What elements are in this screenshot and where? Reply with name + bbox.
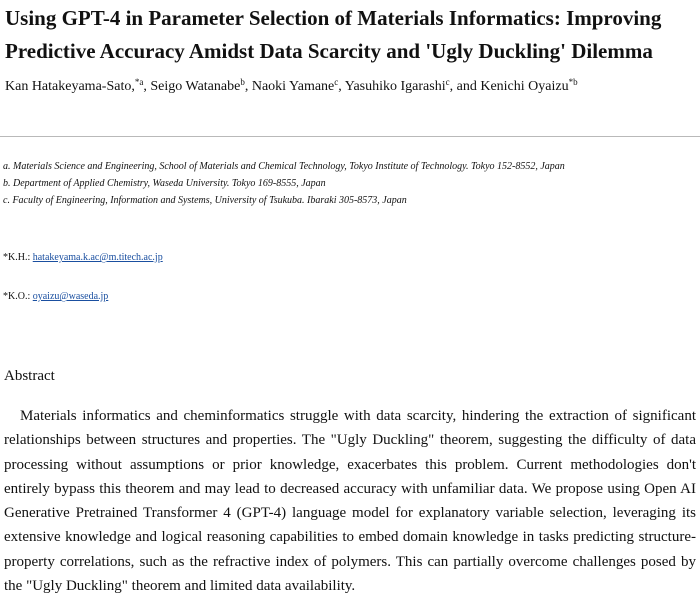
author-list xyxy=(5,78,695,96)
contact-label: *K.O.: xyxy=(3,291,33,302)
author-affiliation-mark: c xyxy=(334,77,339,87)
author-separator: , xyxy=(338,79,345,94)
author-affiliation-mark: *a xyxy=(134,77,144,87)
contact-kh xyxy=(3,251,163,264)
contact-ko xyxy=(3,290,108,303)
author-affiliation-mark: b xyxy=(240,77,245,87)
author-separator: , xyxy=(244,79,252,94)
author-name: Seigo Watanabe xyxy=(150,79,241,94)
author-affiliation-mark: c xyxy=(445,77,450,87)
author-separator: , xyxy=(143,79,151,94)
abstract-text: Materials informatics and cheminformatics struggle with data scarcity, hindering the extraction of significant relationships between structures and properties. The "Ugly Duckling" theorem, suggesting the difficulty of data processing without assumptions or prior knowledge, exacerbates this problem. Current methodologies don't entirely bypass this theorem and may lead to decreased accuracy with unfamiliar data. We propose using Open AI Generative Pretrained Transformer 4 (GPT-4) language model for explanatory variable selection, leveraging its extensive knowledge and logical reasoning capabilities to embed domain knowledge in tasks predicting structure-property correlations, such as the refractive index of polymers. This can partially overcome challenges posed by the "Ugly Duckling" theorem and limited data availability. xyxy=(4,408,696,595)
author-affiliation-mark: *b xyxy=(568,77,578,87)
affiliation-a: a. Materials Science and Engineering, School of Materials and Chemical Technology, Tokyo Institute of Technology. Tokyo 152-8552, Japan xyxy=(3,161,565,172)
paper-title xyxy=(5,2,697,68)
affiliation-c: c. Faculty of Engineering, Information and Systems, University of Tsukuba. Ibaraki 305-8573, Japan xyxy=(3,195,407,206)
paper-title-line-1: Using GPT-4 in Parameter Selection of Materials Informatics: Improving xyxy=(5,6,662,30)
email-link[interactable]: oyaizu@waseda.jp xyxy=(32,291,109,302)
author-name: Naoki Yamane xyxy=(251,79,335,94)
email-link[interactable]: hatakeyama.k.ac@m.titech.ac.jp xyxy=(32,252,163,263)
author-separator: , and xyxy=(449,79,481,94)
author-name: Yasuhiko Igarashi xyxy=(344,79,446,94)
author-name: Kenichi Oyaizu xyxy=(480,79,569,94)
abstract-heading: Abstract xyxy=(4,368,55,384)
affiliation-b: b. Department of Applied Chemistry, Waseda University. Tokyo 169-8555, Japan xyxy=(3,178,326,189)
paper-title-line-2: Predictive Accuracy Amidst Data Scarcity and 'Ugly Duckling' Dilemma xyxy=(5,39,653,63)
author-name: Kan Hatakeyama-Sato, xyxy=(5,79,135,94)
header-divider xyxy=(0,136,700,137)
contact-label: *K.H.: xyxy=(3,252,33,263)
